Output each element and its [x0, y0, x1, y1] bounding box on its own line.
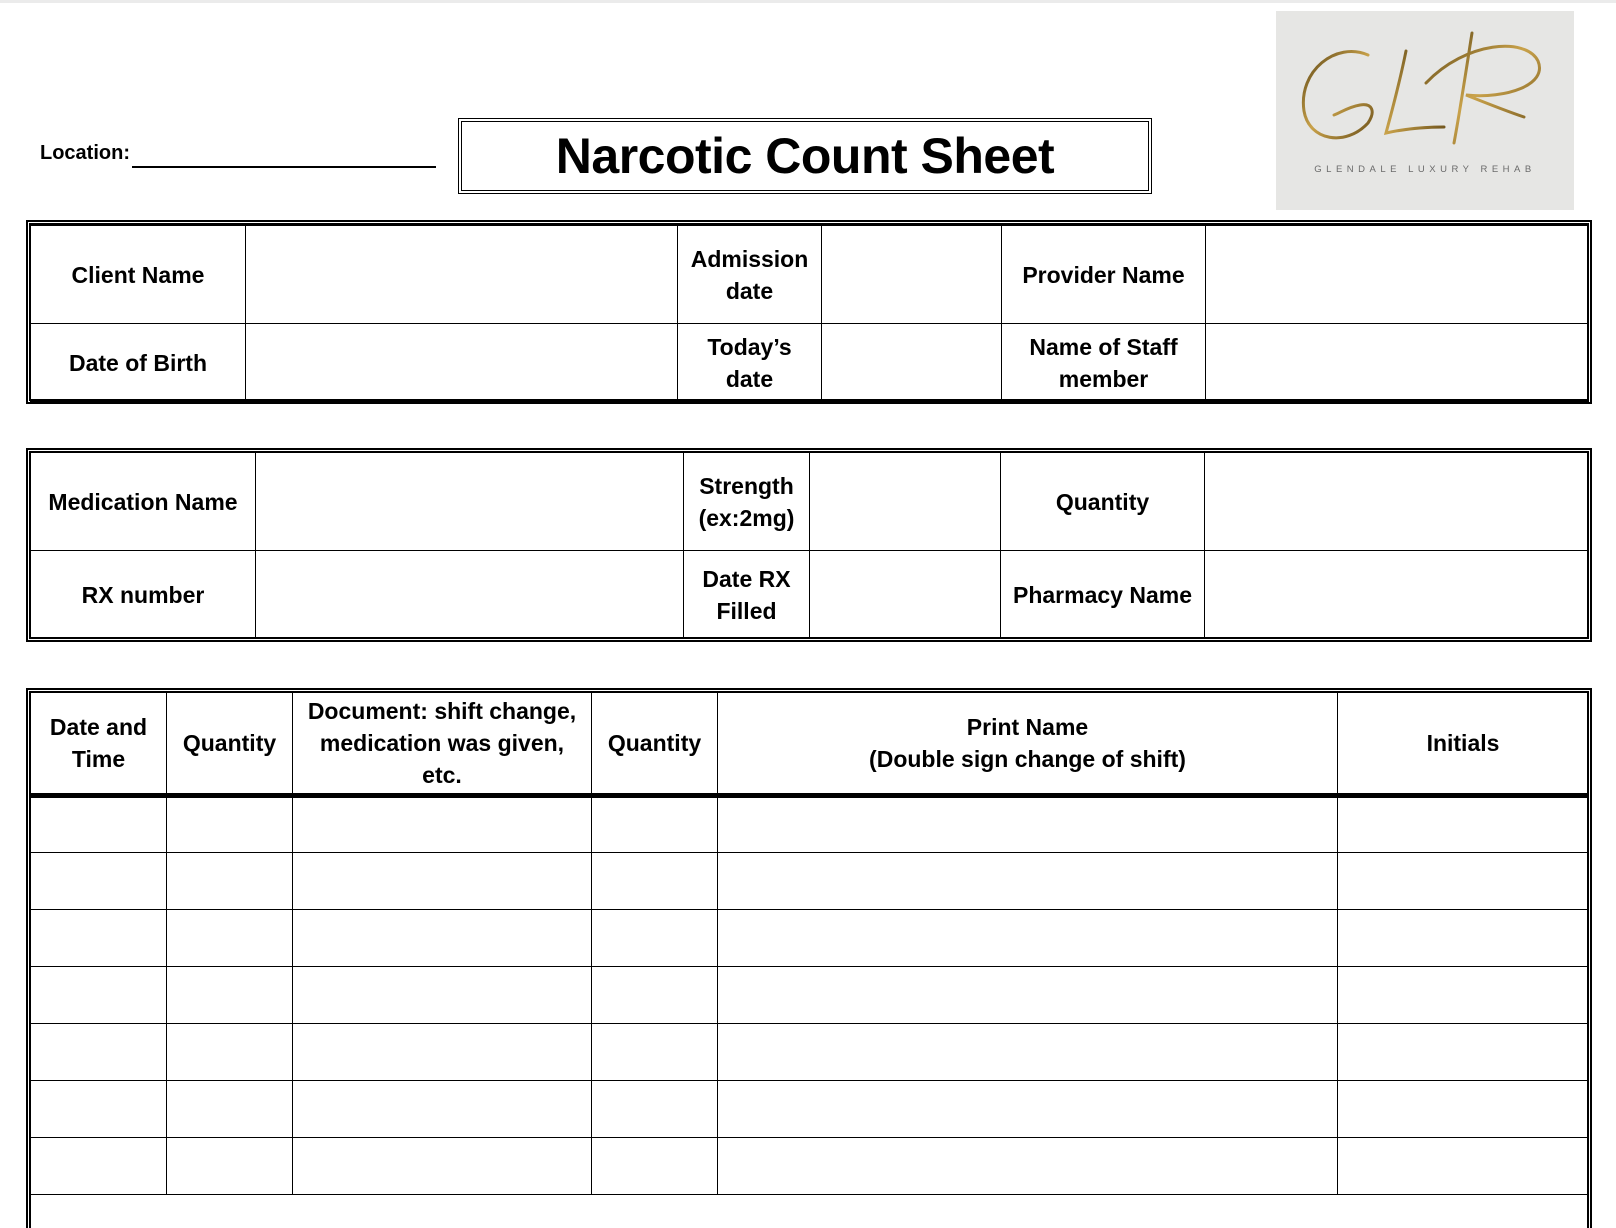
pharmacy-name-field[interactable] [1205, 551, 1589, 639]
logo [1276, 11, 1574, 210]
document-cell[interactable] [293, 1081, 592, 1138]
quantity-cell[interactable] [167, 1024, 293, 1081]
table-row [31, 796, 1589, 853]
count-log-header-row [31, 693, 1589, 796]
admission-date-label: Admission date [678, 226, 822, 324]
quantity-2-cell[interactable] [592, 796, 718, 853]
table-row [31, 853, 1589, 910]
staff-member-field[interactable] [1206, 324, 1589, 402]
initials-cell[interactable] [1338, 1024, 1589, 1081]
quantity-cell[interactable] [167, 1138, 293, 1195]
quantity-field[interactable] [1205, 453, 1589, 551]
table-row [31, 1081, 1589, 1138]
table-row [31, 967, 1589, 1024]
quantity-2-cell[interactable] [592, 1081, 718, 1138]
date-rx-filled-label: Date RX Filled [684, 551, 810, 639]
location-input-line[interactable] [132, 166, 436, 168]
date-of-birth-label: Date of Birth [31, 324, 246, 402]
quantity-2-cell[interactable] [592, 910, 718, 967]
todays-date-label: Today’s date [678, 324, 822, 402]
count-log-table [30, 692, 1589, 1195]
header-quantity-2: Quantity [592, 693, 718, 796]
provider-name-field[interactable] [1206, 226, 1589, 324]
staff-member-label: Name of Staff member [1002, 324, 1206, 402]
client-info-row [31, 324, 1589, 402]
quantity-2-cell[interactable] [592, 1138, 718, 1195]
quantity-cell[interactable] [167, 1081, 293, 1138]
medication-info-table [30, 452, 1589, 639]
medication-name-field[interactable] [256, 453, 684, 551]
table-row [31, 910, 1589, 967]
table-row [31, 1138, 1589, 1195]
initials-cell[interactable] [1338, 796, 1589, 853]
print-name-cell[interactable] [718, 910, 1338, 967]
initials-cell[interactable] [1338, 910, 1589, 967]
date-time-cell[interactable] [31, 853, 167, 910]
date-rx-filled-field[interactable] [810, 551, 1001, 639]
header-quantity: Quantity [167, 693, 293, 796]
table-row [31, 1024, 1589, 1081]
quantity-2-cell[interactable] [592, 853, 718, 910]
quantity-label: Quantity [1001, 453, 1205, 551]
document-cell[interactable] [293, 796, 592, 853]
print-name-cell[interactable] [718, 1081, 1338, 1138]
header-print-name-title: Print Name [966, 714, 1089, 740]
client-name-label: Client Name [31, 226, 246, 324]
date-time-cell[interactable] [31, 1081, 167, 1138]
initials-cell[interactable] [1338, 1081, 1589, 1138]
quantity-2-cell[interactable] [592, 967, 718, 1024]
quantity-cell[interactable] [167, 910, 293, 967]
client-info-row [31, 226, 1589, 324]
document-cell[interactable] [293, 967, 592, 1024]
rx-number-label: RX number [31, 551, 256, 639]
date-time-cell[interactable] [31, 1024, 167, 1081]
pharmacy-name-label: Pharmacy Name [1001, 551, 1205, 639]
print-name-cell[interactable] [718, 853, 1338, 910]
header-print-name-sub: (Double sign change of shift) [869, 746, 1186, 772]
strength-field[interactable] [810, 453, 1001, 551]
quantity-2-cell[interactable] [592, 1024, 718, 1081]
strength-label: Strength (ex:2mg) [684, 453, 810, 551]
header-print-name [718, 693, 1338, 796]
top-edge [0, 0, 1616, 3]
date-of-birth-field[interactable] [246, 324, 678, 402]
date-time-cell[interactable] [31, 910, 167, 967]
document-cell[interactable] [293, 1024, 592, 1081]
logo-monogram-icon [1276, 11, 1574, 210]
rx-number-field[interactable] [256, 551, 684, 639]
page-title: Narcotic Count Sheet [555, 128, 1055, 184]
document-cell[interactable] [293, 910, 592, 967]
medication-info-row [31, 453, 1589, 551]
todays-date-field[interactable] [822, 324, 1002, 402]
date-time-cell[interactable] [31, 1138, 167, 1195]
document-cell[interactable] [293, 1138, 592, 1195]
header-date-time: Date and Time [31, 693, 167, 796]
count-log-body [31, 796, 1589, 1195]
admission-date-field[interactable] [822, 226, 1002, 324]
medication-info-row [31, 551, 1589, 639]
quantity-cell[interactable] [167, 796, 293, 853]
client-info-table [30, 225, 1589, 402]
title-box [458, 118, 1152, 194]
logo-tagline: GLENDALE LUXURY REHAB [1314, 164, 1536, 175]
print-name-cell[interactable] [718, 1024, 1338, 1081]
date-time-cell[interactable] [31, 967, 167, 1024]
quantity-cell[interactable] [167, 853, 293, 910]
document-cell[interactable] [293, 853, 592, 910]
client-name-field[interactable] [246, 226, 678, 324]
date-time-cell[interactable] [31, 796, 167, 853]
provider-name-label: Provider Name [1002, 226, 1206, 324]
initials-cell[interactable] [1338, 967, 1589, 1024]
print-name-cell[interactable] [718, 967, 1338, 1024]
location-label: Location: [40, 142, 130, 164]
initials-cell[interactable] [1338, 1138, 1589, 1195]
print-name-cell[interactable] [718, 1138, 1338, 1195]
header-initials: Initials [1338, 693, 1589, 796]
header-document: Document: shift change, medication was given, etc. [293, 693, 592, 796]
medication-name-label: Medication Name [31, 453, 256, 551]
quantity-cell[interactable] [167, 967, 293, 1024]
initials-cell[interactable] [1338, 853, 1589, 910]
print-name-cell[interactable] [718, 796, 1338, 853]
